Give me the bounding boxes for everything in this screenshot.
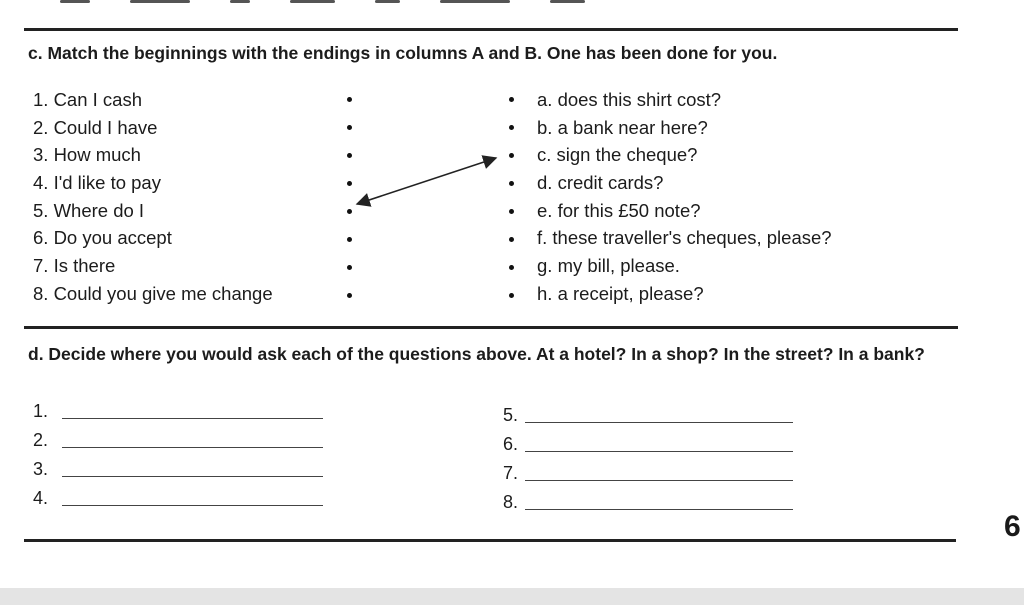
answer-line-3[interactable]	[62, 476, 323, 477]
answer-number-3: 3.	[33, 459, 49, 479]
column-b-item-e: e. for this £50 note?	[537, 199, 701, 221]
answer-line-2[interactable]	[62, 447, 323, 448]
section-d-heading: d. Decide where you would ask each of the questions above. At a hotel? In a shop? In the street? In a bank?	[28, 344, 925, 364]
answer-line-6[interactable]	[525, 451, 793, 452]
answer-number-4: 4.	[33, 488, 49, 508]
answer-number-2: 2.	[33, 430, 49, 450]
answer-number-5: 5.	[503, 405, 519, 425]
column-a-item-3: 3. How much	[33, 144, 141, 166]
column-b-item-b: b. a bank near here?	[537, 116, 708, 138]
column-a-item-7: 7. Is there	[33, 255, 116, 277]
column-a-item-8: 8. Could you give me change	[33, 282, 273, 304]
answer-line-5[interactable]	[525, 422, 793, 423]
column-b-item-g: g. my bill, please.	[537, 255, 680, 277]
column-b-item-h: h. a receipt, please?	[537, 282, 704, 304]
column-b-item-d: d. credit cards?	[537, 172, 664, 194]
column-b-item-f: f. these traveller's cheques, please?	[537, 227, 832, 249]
section-c-heading: c. Match the beginnings with the endings in columns A and B. One has been done for you.	[28, 43, 778, 63]
answer-line-1[interactable]	[62, 418, 323, 419]
column-a-item-4: 4. I'd like to pay	[33, 172, 161, 194]
answer-line-7[interactable]	[525, 480, 793, 481]
answer-line-4[interactable]	[62, 505, 323, 506]
column-a-item-5: 5. Where do I	[33, 199, 145, 221]
column-b-item-a: a. does this shirt cost?	[537, 89, 722, 110]
answer-number-1: 1.	[33, 401, 49, 421]
answer-line-8[interactable]	[525, 509, 793, 510]
answer-number-8: 8.	[503, 492, 519, 512]
page-number: 6	[1004, 510, 1021, 543]
column-a-item-6: 6. Do you accept	[33, 227, 172, 249]
middle-divider	[24, 326, 958, 329]
column-a-item-1: 1. Can I cash	[33, 89, 143, 110]
footer-band	[0, 588, 1024, 605]
column-b-item-c: c. sign the cheque?	[537, 144, 698, 166]
answer-number-6: 6.	[503, 434, 519, 454]
bottom-divider	[24, 539, 956, 542]
answer-number-7: 7.	[503, 463, 519, 483]
column-a-item-2: 2. Could I have	[33, 116, 158, 138]
